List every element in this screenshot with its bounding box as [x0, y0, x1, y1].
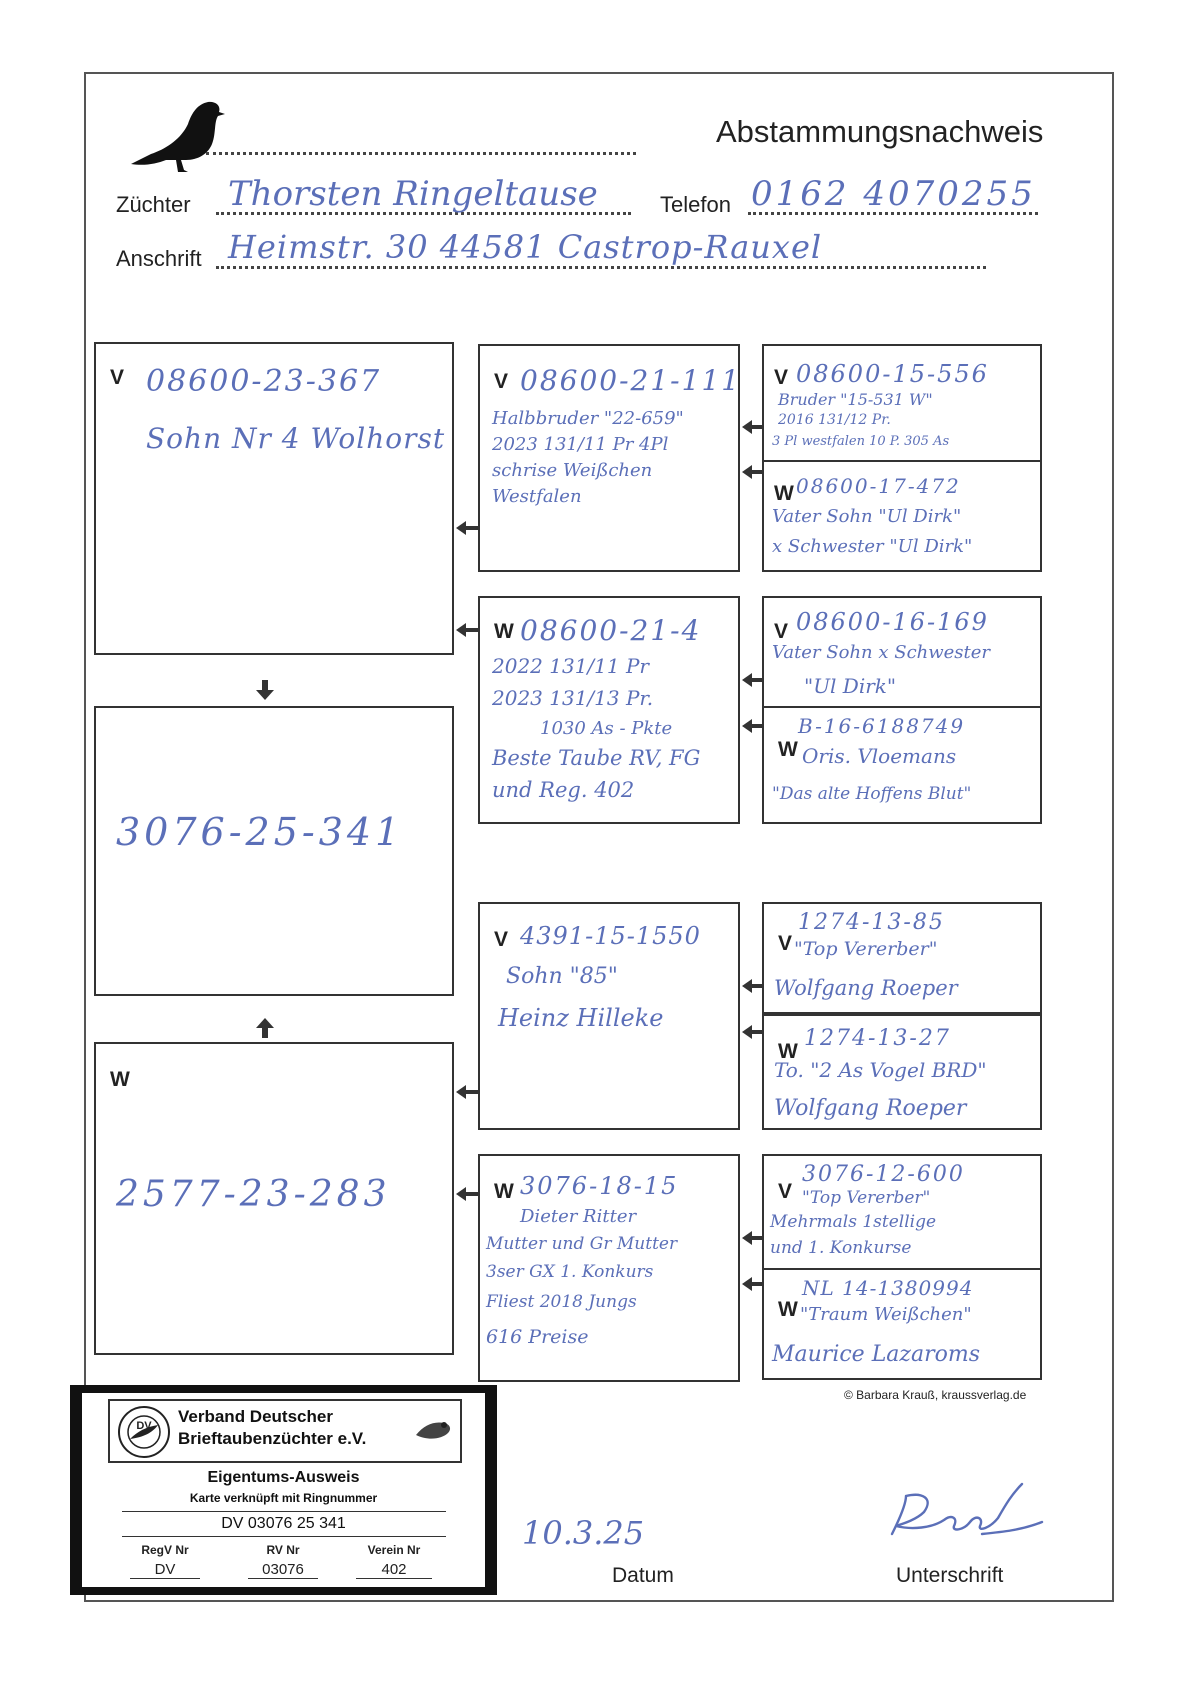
sex-marker: W — [494, 1180, 514, 1203]
ggp-fmf-line: Vater Sohn x Schwester — [772, 642, 991, 663]
ggp-fff-box — [762, 344, 1042, 462]
ggp-mmf-line: "Top Vererber" — [802, 1188, 931, 1208]
ggp-mmm-box — [762, 1268, 1042, 1380]
ggp-fff-line: Bruder "15-531 W" — [778, 390, 933, 409]
dv-logo-icon — [116, 1405, 172, 1459]
arrow-left-icon — [742, 979, 752, 993]
ggp-mmf-box — [762, 1154, 1042, 1270]
sex-marker: V — [494, 370, 509, 393]
gp-ff-line: 2023 131/11 Pr 4Pl — [492, 434, 669, 455]
page-title: Abstammungsnachweis — [716, 114, 1044, 149]
gp-mf-line: Heinz Hilleke — [498, 1004, 664, 1032]
phone-label: Telefon — [660, 192, 731, 217]
arrow-left-icon — [456, 623, 466, 637]
gp-fm-line: und Reg. 402 — [492, 778, 635, 802]
arrow-left-icon — [742, 1277, 752, 1291]
sex-marker: V — [778, 932, 793, 955]
father-note: Sohn Nr 4 Wolhorst — [146, 422, 446, 455]
grandparent-mm-box — [478, 1154, 740, 1382]
signature — [872, 1474, 1052, 1554]
col-label: RV Nr — [266, 1543, 300, 1557]
sex-marker: W — [774, 482, 794, 505]
date-value: 10.3.25 — [522, 1514, 645, 1552]
ggp-fff-line: 2016 131/12 Pr. — [778, 412, 891, 428]
gp-mm-line: Fliest 2018 Jungs — [486, 1292, 637, 1312]
grandparent-mf-box — [478, 902, 740, 1130]
ggp-fff-line: 3 Pl westfalen 10 P. 305 As — [772, 434, 950, 449]
ggp-fff-ring: 08600-15-556 — [796, 360, 989, 388]
pigeon-emblem-icon — [414, 1415, 454, 1445]
gp-fm-ring: 08600-21-4 — [520, 614, 702, 647]
arrow-left-icon — [456, 521, 466, 535]
address-line — [216, 266, 986, 269]
org-line2: Brieftaubenzüchter e.V. — [178, 1429, 367, 1448]
col-value: 402 — [356, 1561, 432, 1579]
sex-marker: W — [778, 738, 798, 761]
card-title: Eigentums-Ausweis — [207, 1469, 360, 1486]
arrow-down-icon — [256, 690, 274, 700]
ggp-ffm-line: Vater Sohn "Ul Dirk" — [772, 506, 962, 527]
ggp-mfm-box — [762, 1014, 1042, 1130]
ggp-fmm-ring: B-16-6188749 — [798, 714, 966, 738]
breeder-label: Züchter — [116, 192, 191, 217]
signature-label: Unterschrift — [896, 1564, 1004, 1587]
ggp-ffm-line: x Schwester "Ul Dirk" — [772, 536, 973, 557]
col-value: DV — [130, 1561, 200, 1579]
phone-value: 0162 4070255 — [751, 174, 1036, 214]
breeder-value: Thorsten Ringeltause — [228, 174, 598, 214]
arrow-left-icon — [742, 1231, 752, 1245]
ggp-fmf-ring: 08600-16-169 — [796, 608, 989, 636]
sex-marker: W — [494, 620, 514, 643]
sex-marker: V — [774, 366, 789, 389]
mother-box — [94, 1042, 454, 1355]
arrow-left-icon — [742, 420, 752, 434]
gp-mm-line: Mutter und Gr Mutter — [486, 1234, 678, 1254]
pigeon-icon — [126, 94, 236, 179]
ggp-mmm-ring: NL 14-1380994 — [802, 1276, 974, 1300]
ggp-mfm-ring: 1274-13-27 — [804, 1026, 951, 1051]
pedigree-sheet — [84, 72, 1114, 1602]
col-label: Verein Nr — [367, 1543, 421, 1557]
sex-marker: V — [494, 928, 509, 951]
ownership-card — [70, 1385, 497, 1595]
card-header — [108, 1399, 462, 1463]
grandparent-fm-box — [478, 596, 740, 824]
gp-mm-ring: 3076-18-15 — [520, 1172, 679, 1200]
gp-mm-line: 616 Preise — [486, 1326, 589, 1348]
ggp-mmf-line: und 1. Konkurse — [770, 1238, 912, 1258]
ggp-mfm-line: To. "2 As Vogel BRD" — [774, 1058, 987, 1082]
gp-mf-line: Sohn "85" — [506, 964, 618, 989]
ggp-fmf-box — [762, 596, 1042, 708]
sex-marker: W — [778, 1298, 798, 1321]
ggp-ffm-box — [762, 460, 1042, 572]
sex-marker: W — [110, 1068, 130, 1091]
ggp-mmm-line: "Traum Weißchen" — [800, 1304, 972, 1325]
arrow-left-icon — [742, 673, 752, 687]
col-label: RegV Nr — [141, 1543, 189, 1557]
gp-ff-line: schrise Weißchen — [492, 460, 653, 481]
gp-mm-line: 3ser GX 1. Konkurs — [486, 1262, 654, 1282]
org-line1: Verband Deutscher — [178, 1407, 333, 1426]
ownership-card-inner — [82, 1393, 485, 1587]
sex-marker: W — [778, 1040, 798, 1063]
gp-mm-line: Dieter Ritter — [520, 1206, 637, 1227]
arrow-left-icon — [456, 1187, 466, 1201]
gp-ff-line: Westfalen — [492, 486, 582, 507]
father-box — [94, 342, 454, 655]
card-subtitle: Karte verknüpft mit Ringnummer — [189, 1491, 378, 1505]
header-dotted-line — [206, 152, 636, 155]
ggp-ffm-ring: 08600-17-472 — [796, 474, 961, 498]
address-label: Anschrift — [116, 246, 202, 271]
copyright: © Barbara Krauß, kraussverlag.de — [844, 1388, 1027, 1402]
ggp-mfm-line: Wolfgang Roeper — [774, 1096, 967, 1121]
subject-box — [94, 706, 454, 996]
father-ring: 08600-23-367 — [146, 364, 382, 399]
gp-fm-line: 2022 131/11 Pr — [492, 654, 649, 678]
ggp-fmm-line: "Das alte Hoffens Blut" — [772, 784, 972, 804]
card-ring: DV 03076 25 341 — [221, 1515, 346, 1532]
sex-marker: V — [778, 1180, 793, 1203]
arrow-left-icon — [456, 1085, 466, 1099]
sex-marker: V — [774, 620, 789, 643]
date-label: Datum — [612, 1564, 674, 1587]
gp-fm-line: 1030 As - Pkte — [540, 718, 673, 739]
ggp-mmf-ring: 3076-12-600 — [802, 1162, 965, 1187]
ggp-mff-line: "Top Vererber" — [794, 938, 938, 960]
grandparent-ff-box — [478, 344, 740, 572]
subject-ring: 3076-25-341 — [116, 810, 404, 854]
gp-fm-line: Beste Taube RV, FG — [492, 746, 701, 770]
ggp-mff-ring: 1274-13-85 — [798, 910, 945, 935]
ggp-mmf-line: Mehrmals 1stellige — [770, 1212, 937, 1232]
ggp-mmm-line: Maurice Lazaroms — [772, 1342, 981, 1367]
ggp-fmf-line: "Ul Dirk" — [804, 674, 897, 698]
ggp-fmm-box — [762, 706, 1042, 824]
arrow-left-icon — [742, 1025, 752, 1039]
ggp-fmm-line: Oris. Vloemans — [802, 744, 957, 768]
ggp-mff-box — [762, 902, 1042, 1014]
mother-ring: 2577-23-283 — [116, 1174, 391, 1215]
gp-ff-line: Halbbruder "22-659" — [492, 408, 684, 429]
gp-fm-line: 2023 131/13 Pr. — [492, 686, 654, 710]
ggp-mff-line: Wolfgang Roeper — [774, 976, 958, 1000]
logo-text: DV — [136, 1420, 152, 1432]
gp-ff-ring: 08600-21-111 — [520, 364, 742, 397]
col-value: 03076 — [248, 1561, 318, 1579]
arrow-left-icon — [742, 465, 752, 479]
sex-marker: V — [110, 366, 125, 389]
address-value: Heimstr. 30 44581 Castrop-Rauxel — [228, 228, 823, 266]
arrow-left-icon — [742, 719, 752, 733]
gp-mf-ring: 4391-15-1550 — [520, 922, 701, 950]
